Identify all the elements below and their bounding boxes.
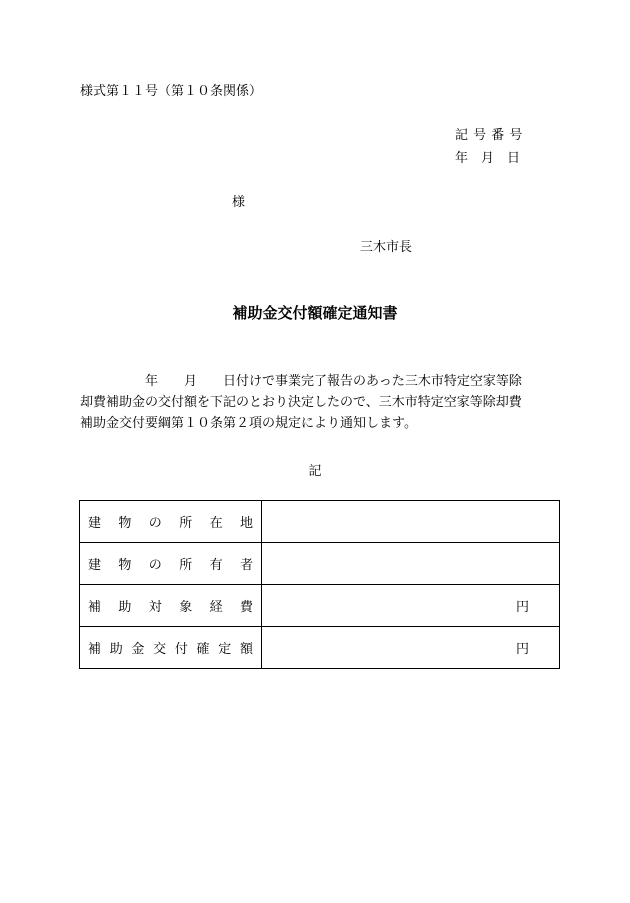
body-line-3: 補助金交付要綱第１０条第２項の規定により通知します。: [80, 416, 417, 431]
document-id-label: 記 号 番 号: [455, 128, 523, 143]
row-value-confirmed-amount: 円: [262, 627, 560, 669]
document-title: 補助金交付額確定通知書: [232, 304, 398, 322]
row-value-eligible-cost: 円: [262, 585, 560, 627]
ki-label: 記: [308, 464, 322, 479]
sender-name: 三木市長: [360, 240, 413, 255]
row-label-building-location: 建物の所在地: [80, 501, 262, 543]
table-row: [80, 627, 560, 669]
date-line: 年 月 日: [455, 151, 521, 166]
body-line-2: 却費補助金の交付額を下記のとおり決定したので、三木市特定空家等除却費: [80, 395, 522, 410]
addressee-honorific: 様: [232, 195, 246, 210]
row-value-building-location: [262, 501, 560, 543]
form-number: 様式第１１号（第１０条関係）: [80, 84, 263, 99]
row-label-building-owner: 建物の所有者: [80, 543, 262, 585]
row-label-eligible-cost: 補助対象経費: [80, 585, 262, 627]
table-row: [80, 543, 560, 585]
table-row: [80, 585, 560, 627]
body-line-1: 年 月 日付けで事業完了報告のあった三木市特定空家等除: [80, 374, 522, 389]
row-value-building-owner: [262, 543, 560, 585]
row-label-confirmed-amount: 補助金交付確定額: [80, 627, 262, 669]
records-table: [79, 500, 560, 669]
body-paragraph: [80, 371, 560, 434]
table-row: [80, 501, 560, 543]
